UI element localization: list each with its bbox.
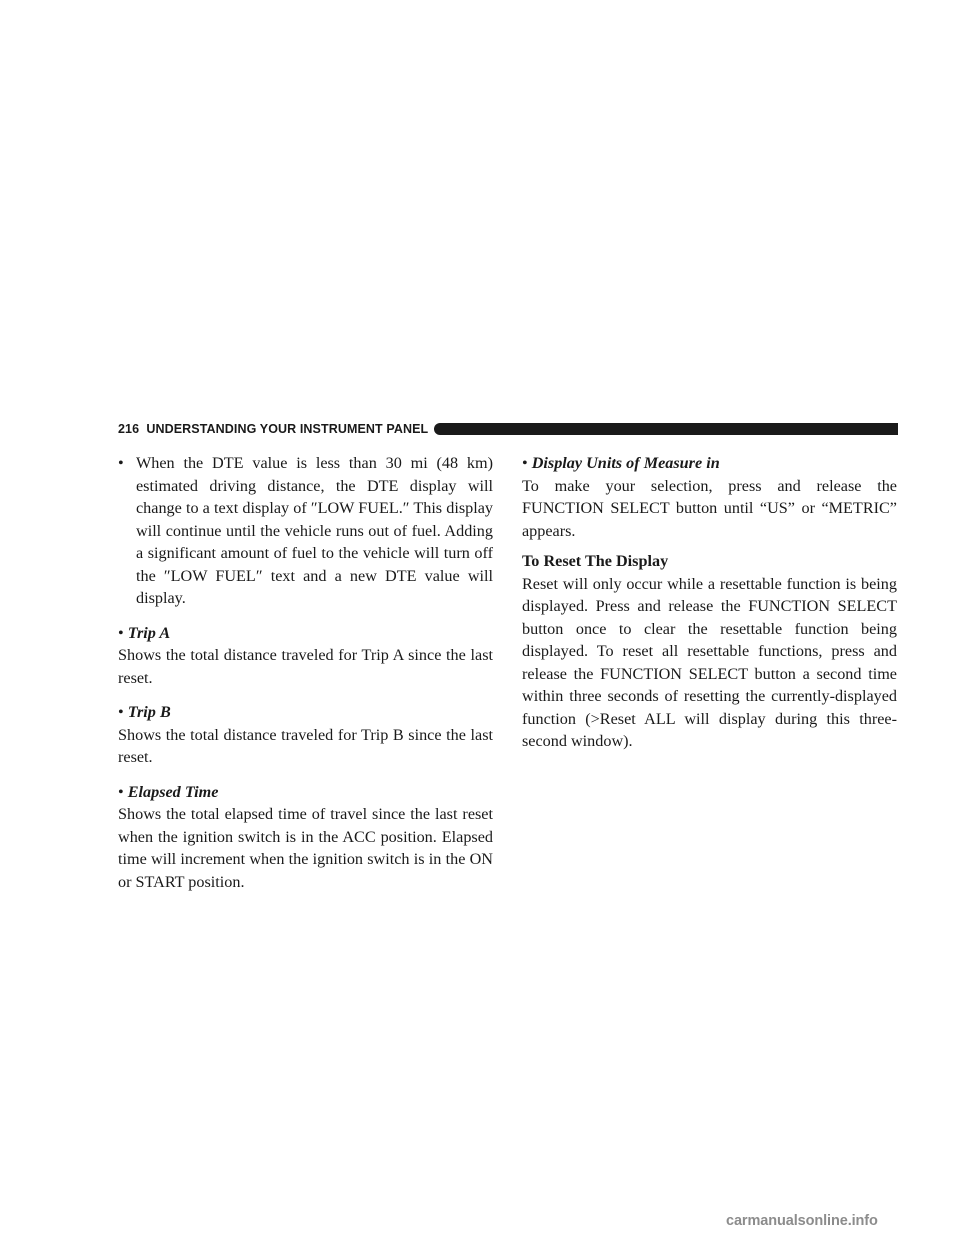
- page-number: 216: [118, 422, 140, 436]
- bullet-icon: •: [118, 454, 124, 472]
- trip-b-item: [118, 701, 493, 769]
- bullet-icon: •: [118, 782, 124, 801]
- trip-b-term: Trip B: [127, 703, 171, 721]
- dte-bullet-item: [118, 452, 493, 610]
- page-header: [118, 421, 898, 437]
- bullet-icon: •: [522, 454, 528, 472]
- dte-text: When the DTE value is less than 30 mi (48 km) estimated driving distance, the DTE display will change to a text display of ″LOW FUEL.″ This display will continue until the vehicle runs out of fuel. Adding a significant amount of fuel to the vehicle will turn off the ″LOW FUEL″ text and a new DTE value will display.: [136, 454, 493, 607]
- elapsed-time-text: Shows the total elapsed time of travel since the last reset when the ignition switch is in the ACC position. Elapsed time will increment when the ignition switch is in the ON or START position.: [118, 805, 493, 891]
- right-column: [522, 452, 897, 753]
- bullet-icon: •: [118, 703, 124, 721]
- elapsed-time-term: Elapsed Time: [127, 782, 219, 801]
- left-column: [118, 452, 493, 893]
- trip-a-text: Shows the total distance traveled for Trip A since the last reset.: [118, 646, 493, 687]
- units-item: [522, 452, 897, 542]
- bullet-icon: •: [118, 623, 124, 642]
- elapsed-time-item: [118, 781, 493, 894]
- header-rule: [434, 423, 898, 435]
- trip-a-item: [118, 622, 493, 690]
- trip-b-text: Shows the total distance traveled for Trip B since the last reset.: [118, 725, 493, 766]
- units-text: To make your selection, press and release the FUNCTION SELECT button until “US” or “METRIC” appears.: [522, 476, 897, 540]
- trip-a-term: Trip A: [127, 623, 171, 642]
- reset-text: Reset will only occur while a resettable function is being displayed. Press and release the FUNCTION SELECT button once to clear the resettable function being displayed. To reset all resettable functions, press and release the FUNCTION SELECT button a second time within three seconds of resetting the currently-displayed function (>Reset ALL will display during this three-second window).: [522, 574, 897, 750]
- footer-watermark: carmanualsonline.info: [726, 1213, 878, 1229]
- section-title: UNDERSTANDING YOUR INSTRUMENT PANEL: [146, 422, 429, 436]
- header-spacer: [139, 422, 146, 436]
- units-term: Display Units of Measure in: [531, 454, 720, 472]
- reset-heading: To Reset The Display: [522, 552, 669, 570]
